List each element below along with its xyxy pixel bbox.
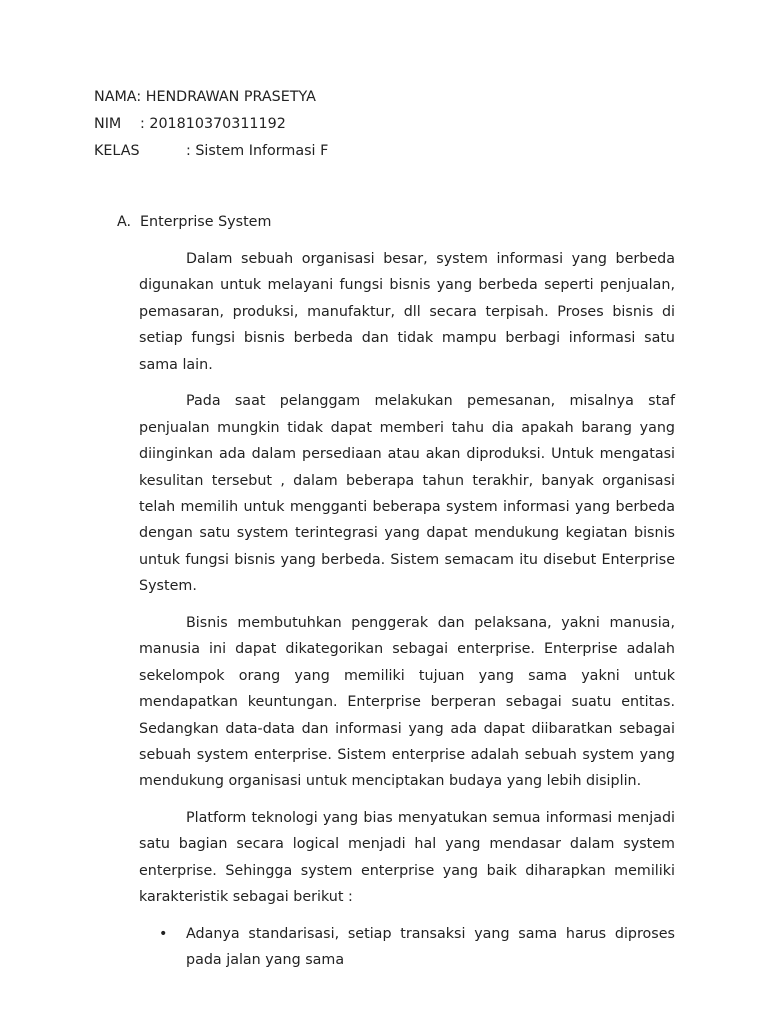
bullet-list	[139, 921, 675, 974]
bullet-icon: •	[159, 925, 168, 942]
student-id-line	[94, 114, 286, 134]
kelas-value: : Sistem Informasi F	[186, 143, 329, 159]
paragraph: Pada saat pelanggam melakukan pemesanan, misalnya staf penjualan mungkin tidak dapat memberi tahu dia apakah barang yang diinginkan ada dalam persediaan atau akan diproduksi. Untuk mengatasi kesulitan tersebut , dalam beberapa tahun terakhir, banyak organisasi telah memilih untuk mengganti beberapa system informasi yang berbeda dengan satu system terintegrasi yang dapat mendukung kegiatan bisnis untuk fungsi bisnis yang berbeda. Sistem semacam itu disebut Enterprise System.	[139, 393, 675, 595]
nim-value: : 201810370311192	[140, 116, 286, 132]
class-line	[94, 141, 328, 161]
section-title: Enterprise System	[140, 214, 272, 230]
paragraph: Platform teknologi yang bias menyatukan semua informasi menjadi satu bagian secara logical menjadi hal yang mendasar dalam system enterprise. Sehingga system enterprise yang baik diharapkan memiliki karakteristik sebagai berikut :	[139, 810, 675, 906]
section-marker: A.	[117, 214, 132, 230]
paragraph: Dalam sebuah organisasi besar, system informasi yang berbeda digunakan untuk melayani fungsi bisnis yang berbeda seperti penjualan, pemasaran, produksi, manufaktur, dll secara terpisah. Proses bisnis di setiap fungsi bisnis berbeda dan tidak mampu berbagi informasi satu sama lain.	[139, 251, 675, 373]
student-name: NAMA: HENDRAWAN PRASETYA	[94, 89, 316, 105]
document-body	[139, 246, 675, 974]
nim-label: NIM	[94, 116, 122, 132]
paragraph: Bisnis membutuhkan penggerak dan pelaksana, yakni manusia, manusia ini dapat dikategorikan sebagai enterprise. Enterprise adalah sekelompok orang yang memiliki tujuan yang sama yakni untuk mendapatkan keuntungan. Enterprise berperan sebagai suatu entitas. Sedangkan data-data dan informasi yang ada dapat diibaratkan sebagai sebuah system enterprise. Sistem enterprise adalah sebuah system yang mendukung organisasi untuk menciptakan budaya yang lebih disiplin.	[139, 614, 675, 790]
list-item	[139, 921, 675, 974]
kelas-label: KELAS	[94, 143, 140, 159]
list-item-text: Adanya standarisasi, setiap transaksi yang sama harus diproses pada jalan yang sama	[186, 925, 675, 969]
section-heading	[117, 212, 271, 232]
